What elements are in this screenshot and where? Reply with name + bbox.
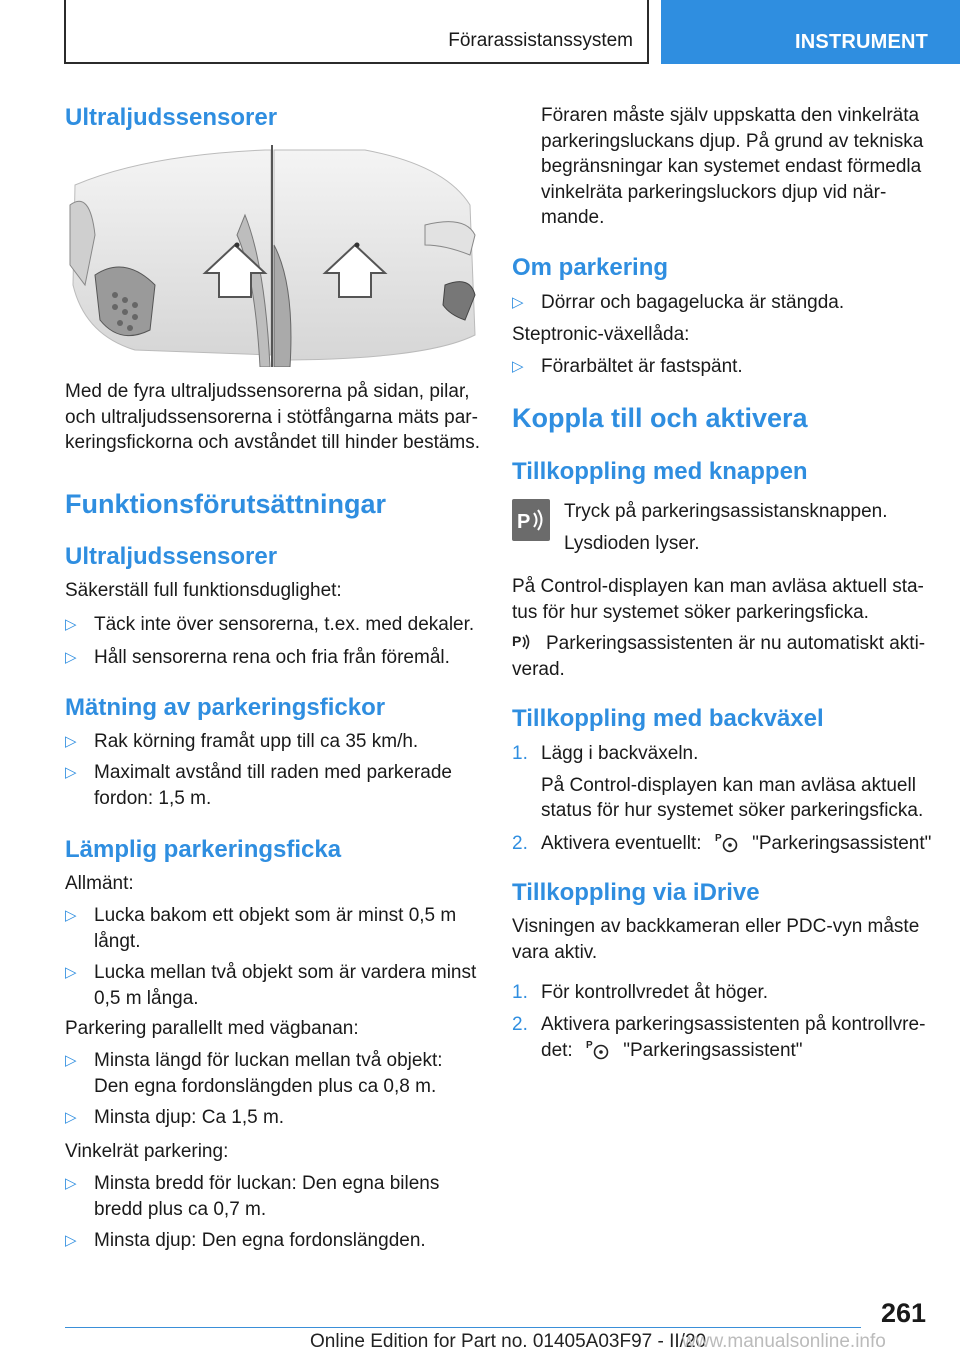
heading-idrive: Tillkoppling via iDrive — [512, 879, 760, 906]
svg-text:P: P — [517, 511, 531, 533]
svg-text:P: P — [585, 1039, 593, 1051]
paragraph-line: Visningen av backkameran eller PDC-vyn måste — [512, 916, 920, 937]
list-item — [65, 729, 485, 755]
knapp-result: Lysdioden lyser. — [564, 533, 700, 554]
paragraph-line: Parkeringsassistenten är nu automatiskt akti- — [546, 633, 926, 654]
aktiv-note — [512, 631, 942, 682]
list-item-text: Lucka mellan två objekt som är vardera minst — [94, 962, 477, 983]
list-item — [65, 903, 485, 954]
list-item-text: Minsta bredd för luckan: Den egna bilens — [94, 1173, 440, 1194]
header-box — [64, 0, 649, 64]
step-item — [512, 980, 932, 1006]
watermark[interactable]: www.manualsonline.info — [682, 1331, 886, 1352]
list-item-text: långt. — [94, 930, 141, 952]
chapter-tab[interactable] — [661, 0, 960, 64]
step-item — [512, 741, 932, 824]
list-item-text: Minsta längd för luckan mellan två objekt: — [94, 1050, 443, 1071]
knapp-instruction: Tryck på parkeringsassistansknappen. — [564, 501, 888, 522]
svg-text:P: P — [512, 633, 522, 649]
page-number: 261 — [880, 1298, 926, 1328]
list-item — [65, 960, 485, 1011]
step-number: 2. — [512, 1014, 528, 1035]
heading-funktionsforutsattningar: Funktionsförutsättningar — [65, 489, 386, 519]
parking-assistant-steering-icon — [715, 831, 739, 853]
list-item — [65, 612, 485, 638]
allmant-label: Allmänt: — [65, 873, 134, 894]
step-text: det: — [541, 1039, 573, 1061]
triangle-bullet-icon: ▷ — [65, 964, 77, 981]
car-sensor-illustration — [65, 145, 479, 367]
list-item — [65, 1171, 485, 1222]
caption-line: keringsfickorna och avståndet till hinder bestäms. — [65, 432, 481, 453]
list-item — [65, 1228, 485, 1254]
paragraph-line: mande. — [541, 207, 605, 228]
list-item-text: Maximalt avstånd till raden med parkerade — [94, 762, 453, 783]
paragraph-line: Föraren måste själv uppskatta den vinkelräta — [541, 105, 920, 126]
triangle-bullet-icon: ▷ — [65, 616, 77, 633]
list-item-text: Håll sensorerna rena och fria från föremål. — [94, 647, 450, 668]
parking-assistant-button-icon — [512, 499, 550, 541]
idrive-note — [512, 914, 932, 965]
list-item — [65, 645, 485, 671]
paragraph-line: vara aktiv. — [512, 941, 598, 963]
parking-assistant-steering-icon — [586, 1038, 610, 1060]
step-text: Lägg i backväxeln. — [541, 743, 699, 764]
step-number: 1. — [512, 743, 528, 764]
step-item — [512, 831, 942, 857]
list-item-text: Täck inte över sensorerna, t.ex. med dekaler. — [94, 614, 475, 635]
triangle-bullet-icon: ▷ — [65, 649, 77, 666]
paragraph-line: vinkelräta parkeringsluckors djup vid när- — [541, 181, 887, 203]
list-item-text: fordon: 1,5 m. — [94, 787, 212, 809]
step-number: 2. — [512, 833, 528, 854]
list-item-text: bredd plus ca 0,7 m. — [94, 1198, 267, 1220]
triangle-bullet-icon: ▷ — [65, 907, 77, 924]
svg-text:P: P — [714, 833, 722, 844]
list-item — [65, 1105, 485, 1131]
step-subtext: På Control-displayen kan man avläsa aktuell — [541, 774, 916, 796]
triangle-bullet-icon: ▷ — [512, 358, 524, 375]
heading-koppla: Koppla till och aktivera — [512, 403, 808, 433]
paragraph-line: begränsningar kan systemet endast förmedla — [541, 156, 922, 177]
vinkel-label: Vinkelrät parkering: — [65, 1141, 229, 1162]
heading-om-parkering: Om parkering — [512, 254, 669, 281]
heading-backvaxel: Tillkoppling med backväxel — [512, 705, 824, 732]
control-display-note — [512, 574, 932, 625]
intro-text: Säkerställ full funktionsduglighet: — [65, 580, 342, 601]
heading-matning: Mätning av parkeringsfickor — [65, 694, 386, 721]
triangle-bullet-icon: ▷ — [65, 1175, 77, 1192]
step-text: Aktivera parkeringsassistenten på kontrollvre- — [541, 1014, 926, 1035]
list-item-text: Dörrar och bagagelucka är stängda. — [541, 292, 845, 313]
step-number: 1. — [512, 982, 528, 1003]
list-item-text: Lucka bakom ett objekt som är minst 0,5 m — [94, 905, 457, 926]
triangle-bullet-icon: ▷ — [65, 1109, 77, 1126]
triangle-bullet-icon: ▷ — [65, 764, 77, 781]
list-item-text: Rak körning framåt upp till ca 35 km/h. — [94, 731, 419, 752]
step-subtext: status för hur systemet söker parkeringsficka. — [541, 800, 924, 821]
list-item — [65, 760, 485, 811]
parking-assist-status-icon — [512, 631, 536, 653]
chapter-tab-label: INSTRUMENT — [795, 31, 929, 53]
list-item-text: Förarbältet är fastspänt. — [541, 356, 743, 377]
figure-caption — [65, 379, 485, 456]
list-item — [512, 290, 932, 316]
heading-ultraljudssensorer-2: Ultraljudssensorer — [65, 543, 278, 570]
list-item-text: Den egna fordonslängden plus ca 0,8 m. — [94, 1075, 437, 1097]
triangle-bullet-icon: ▷ — [65, 733, 77, 750]
paragraph-line: tus för hur systemet söker parkeringsficka. — [512, 601, 869, 623]
heading-lamplig: Lämplig parkeringsficka — [65, 836, 342, 863]
paragraph-line: verad. — [512, 658, 565, 680]
triangle-bullet-icon: ▷ — [512, 294, 524, 311]
paragraph-line: parkeringsluckans djup. På grund av tekniska — [541, 130, 924, 152]
caption-line: och ultraljudssensorerna i stötfångarna mäts par- — [65, 406, 478, 428]
footer-divider — [65, 1327, 861, 1328]
caption-line: Med de fyra ultraljudssensorerna på sidan, pilar, — [65, 381, 470, 402]
step-text: "Parkeringsassistent" — [752, 833, 932, 854]
step-text: För kontrollvredet åt höger. — [541, 982, 769, 1003]
depth-note — [541, 103, 941, 231]
paragraph-line: På Control-displayen kan man avläsa aktuell sta- — [512, 576, 924, 597]
list-item-text: 0,5 m långa. — [94, 987, 199, 1009]
parallel-label: Parkering parallellt med vägbanan: — [65, 1018, 359, 1039]
list-item — [512, 354, 932, 380]
triangle-bullet-icon: ▷ — [65, 1052, 77, 1069]
step-text: Aktivera eventuellt: — [541, 833, 702, 854]
list-item — [65, 1048, 485, 1099]
steptronic-label: Steptronic-växellåda: — [512, 324, 690, 345]
section-title: Förarassistanssystem — [448, 30, 633, 51]
heading-ultraljud: Ultraljudssensorer — [65, 104, 278, 131]
heading-tillkoppling-knapp: Tillkoppling med knappen — [512, 458, 808, 485]
step-item — [512, 1012, 942, 1063]
list-item-text: Minsta djup: Ca 1,5 m. — [94, 1107, 285, 1128]
edition-note: Online Edition for Part no. 01405A03F97 - II/20 — [310, 1331, 707, 1352]
triangle-bullet-icon: ▷ — [65, 1232, 77, 1249]
list-item-text: Minsta djup: Den egna fordonslängden. — [94, 1230, 426, 1251]
step-text: "Parkeringsassistent" — [623, 1039, 803, 1061]
